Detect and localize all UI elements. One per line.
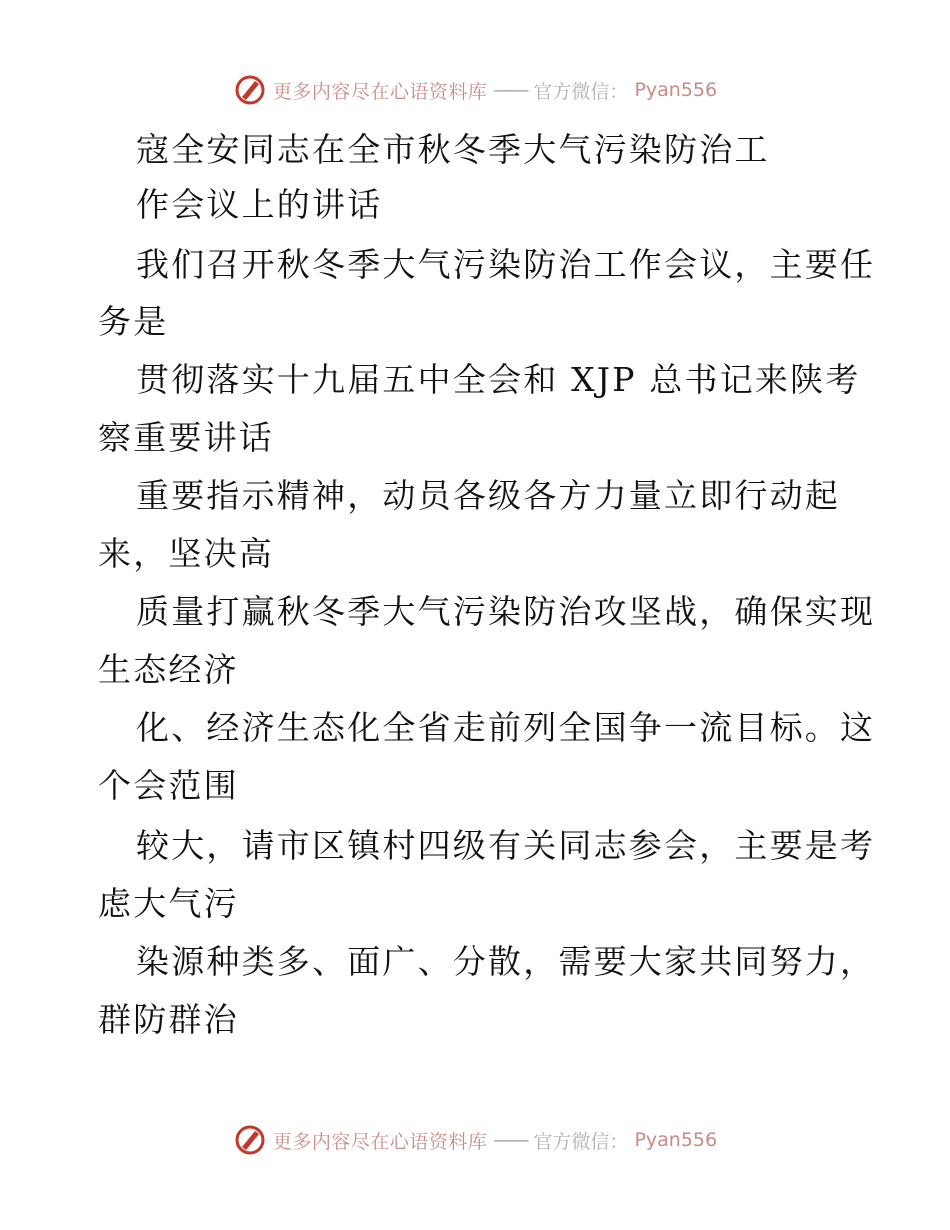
paragraph-line: 化、经济生态化全省走前列全国争一流目标。这 <box>136 708 876 747</box>
paragraph-line: 质量打赢秋冬季大气污染防治攻坚战，确保实现 <box>136 592 876 631</box>
footer-watermark-banner <box>0 1120 950 1160</box>
quill-logo-icon <box>233 1123 267 1157</box>
document-title-line-1: 寇全安同志在全市秋冬季大气污染防治工 <box>136 130 770 169</box>
header-watermark-banner <box>0 70 950 110</box>
paragraph-line: 重要指示精神，动员各级各方力量立即行动起 <box>136 476 840 515</box>
banner-text: 更多内容尽在心语资料库 <box>272 80 488 103</box>
banner-separator: —— <box>493 1129 528 1151</box>
paragraph-line: 来，坚决高 <box>98 534 274 573</box>
banner-wechat-id: Pyan556 <box>634 79 718 101</box>
paragraph-line: 虑大气污 <box>98 884 239 923</box>
paragraph-line: 我们召开秋冬季大气污染防治工作会议，主要任 <box>136 245 876 284</box>
banner-text: 更多内容尽在心语资料库 <box>272 1130 488 1153</box>
banner-wechat-id: Pyan556 <box>634 1129 718 1151</box>
paragraph-line: 个会范围 <box>98 766 239 805</box>
banner-separator: —— <box>493 79 528 101</box>
paragraph-line: 贯彻落实十九届五中全会和 XJP 总书记来陕考 <box>136 360 861 399</box>
banner-wechat-label: 官方微信： <box>533 1130 629 1153</box>
paragraph-line: 察重要讲话 <box>98 418 274 457</box>
document-title-line-2: 作会议上的讲话 <box>136 185 383 224</box>
banner-wechat-label: 官方微信： <box>533 80 629 103</box>
paragraph-line: 染源种类多、面广、分散，需要大家共同努力， <box>136 942 876 981</box>
paragraph-line: 生态经济 <box>98 650 239 689</box>
paragraph-line: 务是 <box>98 302 169 341</box>
quill-logo-icon <box>233 73 267 107</box>
paragraph-line: 较大，请市区镇村四级有关同志参会，主要是考 <box>136 826 876 865</box>
paragraph-line: 群防群治 <box>98 1000 239 1039</box>
